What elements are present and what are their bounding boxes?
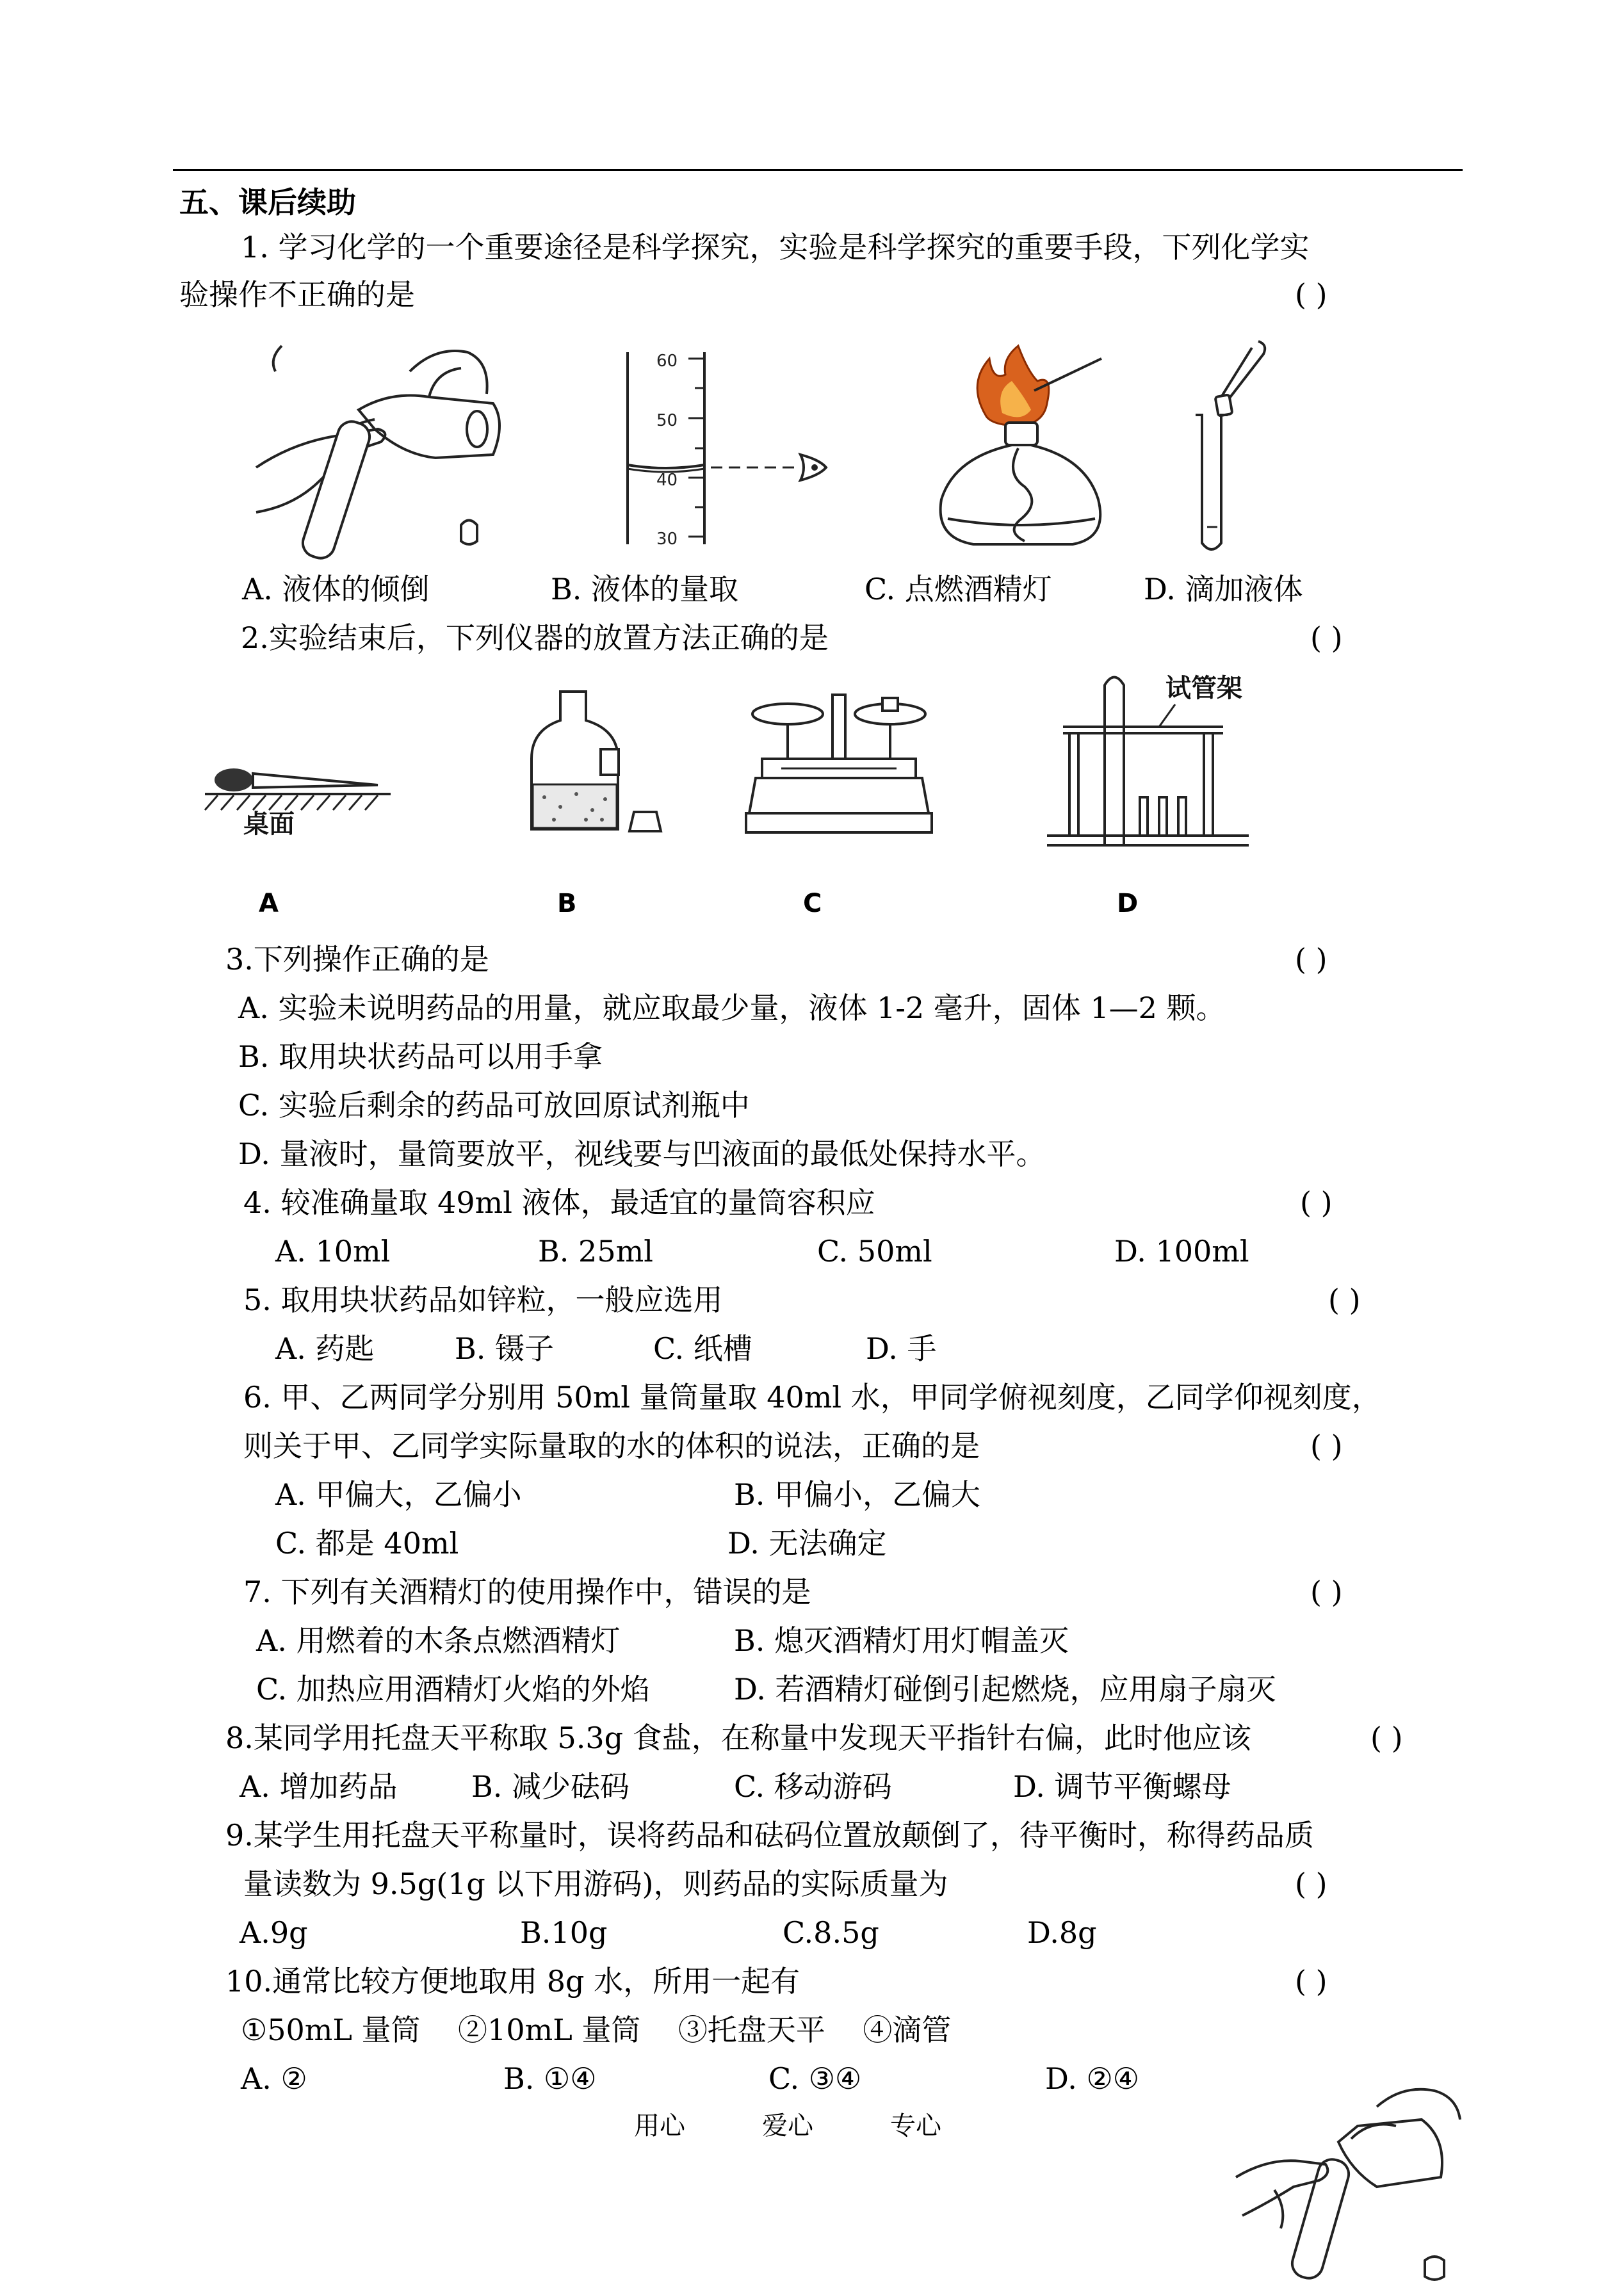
q3-stem: 3.下列操作正确的是 xyxy=(225,942,489,977)
q4-stem: 4. 较准确量取 49ml 液体，最适宜的量筒容积应 xyxy=(243,1185,875,1220)
q7-option-a: A. 用燃着的木条点燃酒精灯 xyxy=(256,1623,621,1658)
q3-option-b: B. 取用块状药品可以用手拿 xyxy=(238,1039,603,1074)
q1-stem-line2: 验操作不正确的是 xyxy=(179,277,415,312)
q2-label-a: A xyxy=(259,889,279,918)
q3-answer-paren: ( ) xyxy=(1295,942,1328,977)
q6-option-b: B. 甲偏小，乙偏大 xyxy=(734,1477,981,1512)
q7-option-d: D. 若酒精灯碰倒引起燃烧，应用扇子扇灭 xyxy=(734,1672,1276,1707)
q8-answer-paren: ( ) xyxy=(1370,1721,1403,1755)
section-title: 五、课后续助 xyxy=(179,185,356,220)
q6-stem-line2: 则关于甲、乙同学实际量取的水的体积的说法，正确的是 xyxy=(243,1429,980,1463)
q5-option-c: C. 纸槽 xyxy=(653,1331,752,1366)
q7-option-c: C. 加热应用酒精灯火焰的外焰 xyxy=(256,1672,650,1707)
q10-items: ①50mL 量筒 ②10mL 量筒 ③托盘天平 ④滴管 xyxy=(241,2013,952,2047)
q2-label-d: D xyxy=(1117,889,1139,918)
q4-option-d: D. 100ml xyxy=(1114,1234,1249,1269)
header-rule xyxy=(173,169,1463,171)
q9-option-b: B.10g xyxy=(520,1915,608,1950)
q4-option-a: A. 10ml xyxy=(275,1234,391,1269)
q1-option-d: D. 滴加液体 xyxy=(1144,572,1303,606)
q6-answer-paren: ( ) xyxy=(1310,1429,1343,1463)
q1-stem-line1: 1. 学习化学的一个重要途径是科学探究，实验是科学探究的重要手段，下列化学实 xyxy=(241,230,1310,264)
reagent-bottle-figure xyxy=(525,685,672,839)
q10-option-d: D. ②④ xyxy=(1045,2061,1139,2096)
q8-option-d: D. 调节平衡螺母 xyxy=(1013,1769,1231,1804)
q1-option-b: B. 液体的量取 xyxy=(551,572,739,606)
q8-option-b: B. 减少砝码 xyxy=(471,1769,630,1804)
q4-option-b: B. 25ml xyxy=(538,1234,653,1269)
q9-option-a: A.9g xyxy=(240,1915,308,1950)
q2-answer-paren: ( ) xyxy=(1310,620,1343,655)
q3-option-c: C. 实验后剩余的药品可放回原试剂瓶中 xyxy=(238,1088,750,1123)
q9-option-d: D.8g xyxy=(1027,1915,1097,1950)
q5-stem: 5. 取用块状药品如锌粒，一般应选用 xyxy=(243,1283,723,1317)
q9-option-c: C.8.5g xyxy=(783,1915,879,1950)
cylinder-tick-50: 50 xyxy=(656,411,678,430)
q7-answer-paren: ( ) xyxy=(1310,1575,1343,1609)
q7-option-b: B. 熄灭酒精灯用灯帽盖灭 xyxy=(734,1623,1069,1658)
graduated-cylinder-figure xyxy=(615,346,832,551)
footer-text-3: 专心 xyxy=(890,2111,941,2141)
q5-option-b: B. 镊子 xyxy=(455,1331,555,1366)
q8-stem: 8.某同学用托盘天平称取 5.3g 食盐，在称量中发现天平指针右偏，此时他应该 xyxy=(225,1721,1251,1755)
alcohol-lamp-figure xyxy=(916,346,1121,557)
q8-option-a: A. 增加药品 xyxy=(240,1769,398,1804)
q1-option-c: C. 点燃酒精灯 xyxy=(865,572,1052,606)
q5-option-a: A. 药匙 xyxy=(275,1331,375,1366)
q9-answer-paren: ( ) xyxy=(1295,1867,1328,1901)
rack-label: 试管架 xyxy=(1165,674,1242,703)
q10-answer-paren: ( ) xyxy=(1295,1964,1328,1999)
q1-option-a: A. 液体的倾倒 xyxy=(242,572,430,606)
q4-option-c: C. 50ml xyxy=(817,1234,932,1269)
q5-answer-paren: ( ) xyxy=(1328,1283,1361,1317)
q6-option-a: A. 甲偏大，乙偏小 xyxy=(275,1477,522,1512)
footer-text-2: 爱心 xyxy=(762,2111,813,2141)
test-tube-rack-figure xyxy=(1044,666,1287,852)
q6-stem-line1: 6. 甲、乙两同学分别用 50ml 量筒量取 40ml 水，甲同学俯视刻度，乙同学仰视刻度， xyxy=(243,1380,1381,1415)
dropper-on-desk-figure xyxy=(199,724,403,839)
balance-figure xyxy=(743,688,935,842)
q5-option-d: D. 手 xyxy=(866,1331,937,1366)
q2-label-c: C xyxy=(803,889,822,918)
pouring-corner-figure xyxy=(1230,2081,1473,2286)
q6-option-d: D. 无法确定 xyxy=(727,1526,887,1561)
q9-stem-line2: 量读数为 9.5g(1g 以下用游码)，则药品的实际质量为 xyxy=(243,1867,948,1901)
q3-option-d: D. 量液时，量筒要放平，视线要与凹液面的最低处保持水平。 xyxy=(238,1137,1046,1171)
q1-answer-paren: ( ) xyxy=(1295,277,1328,312)
pour-liquid-figure xyxy=(243,333,512,564)
footer-text-1: 用心 xyxy=(634,2111,685,2141)
q2-label-b: B xyxy=(557,889,577,918)
q2-stem: 2.实验结束后，下列仪器的放置方法正确的是 xyxy=(241,620,829,655)
q10-option-b: B. ①④ xyxy=(503,2061,597,2096)
q4-answer-paren: ( ) xyxy=(1300,1185,1333,1220)
cylinder-tick-60: 60 xyxy=(656,352,678,371)
q10-option-c: C. ③④ xyxy=(768,2061,862,2096)
dropper-figure xyxy=(1188,338,1284,556)
desk-label: 桌面 xyxy=(243,809,295,839)
q10-stem: 10.通常比较方便地取用 8g 水，所用一起有 xyxy=(225,1964,800,1999)
q7-stem: 7. 下列有关酒精灯的使用操作中，错误的是 xyxy=(243,1575,811,1609)
q3-option-a: A. 实验未说明药品的用量，就应取最少量，液体 1-2 毫升，固体 1—2 颗。 xyxy=(238,991,1226,1025)
q10-option-a: A. ② xyxy=(241,2061,307,2096)
q9-stem-line1: 9.某学生用托盘天平称量时，误将药品和砝码位置放颠倒了，待平衡时，称得药品质 xyxy=(225,1818,1314,1853)
cylinder-tick-40: 40 xyxy=(656,471,678,490)
cylinder-tick-30: 30 xyxy=(656,530,678,549)
q8-option-c: C. 移动游码 xyxy=(734,1769,892,1804)
q6-option-c: C. 都是 40ml xyxy=(275,1526,459,1561)
